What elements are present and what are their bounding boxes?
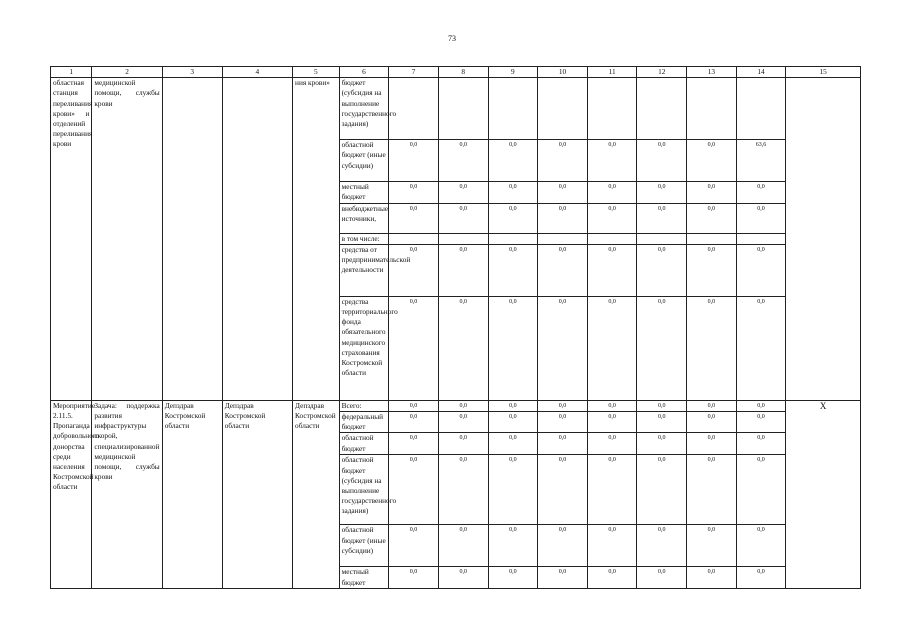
value-cell: [736, 233, 786, 244]
value-cell: 0,0: [488, 400, 538, 411]
value-cell: 0,0: [736, 203, 786, 233]
page-number: 73: [448, 34, 456, 43]
value-cell: 0,0: [587, 412, 637, 433]
value-cell: 0,0: [637, 400, 687, 411]
cell-col-4: Депздрав Костромской области: [222, 400, 292, 588]
value-cell: 0,0: [488, 140, 538, 182]
value-cell: 0,0: [389, 567, 439, 588]
value-cell: 0,0: [637, 182, 687, 203]
column-header: 8: [438, 67, 488, 78]
value-cell: 0,0: [587, 525, 637, 567]
value-cell: 0,0: [389, 182, 439, 203]
value-cell: 0,0: [736, 455, 786, 525]
column-header: 10: [538, 67, 588, 78]
column-header: 13: [687, 67, 737, 78]
value-cell: 0,0: [736, 412, 786, 433]
column-header: 14: [736, 67, 786, 78]
value-cell: 0,0: [637, 140, 687, 182]
value-cell: 0,0: [389, 525, 439, 567]
table-row: [51, 400, 861, 411]
cell-col-5: ния крови»: [293, 78, 340, 401]
value-cell: 0,0: [587, 244, 637, 296]
funding-source-cell: областной бюджет: [339, 433, 389, 455]
value-cell: 0,0: [587, 182, 637, 203]
value-cell: 0,0: [587, 140, 637, 182]
value-cell: 0,0: [637, 203, 687, 233]
value-cell: 0,0: [736, 525, 786, 567]
value-cell: 0,0: [687, 244, 737, 296]
column-header: 5: [293, 67, 340, 78]
funding-source-cell: областной бюджет (иные субсидии): [339, 525, 389, 567]
value-cell: 0,0: [687, 455, 737, 525]
funding-source-cell: местный бюджет: [339, 567, 389, 588]
value-cell: 0,0: [488, 203, 538, 233]
value-cell: 0,0: [389, 140, 439, 182]
value-cell: 0,0: [637, 525, 687, 567]
value-cell: 0,0: [438, 433, 488, 455]
value-cell: 0,0: [637, 296, 687, 400]
value-cell: 0,0: [587, 400, 637, 411]
value-cell: 0,0: [538, 412, 588, 433]
cell-col-15: [786, 78, 861, 401]
value-cell: [687, 78, 737, 140]
value-cell: 0,0: [438, 296, 488, 400]
value-cell: 0,0: [538, 455, 588, 525]
value-cell: 0,0: [488, 567, 538, 588]
value-cell: 0,0: [587, 203, 637, 233]
value-cell: 0,0: [587, 296, 637, 400]
value-cell: [637, 78, 687, 140]
value-cell: [637, 233, 687, 244]
value-cell: 0,0: [488, 244, 538, 296]
value-cell: 0,0: [687, 525, 737, 567]
value-cell: [488, 78, 538, 140]
value-cell: [736, 78, 786, 140]
value-cell: 0,0: [587, 433, 637, 455]
value-cell: 0,0: [538, 244, 588, 296]
column-header: 2: [92, 67, 162, 78]
value-cell: 0,0: [687, 400, 737, 411]
value-cell: [587, 233, 637, 244]
value-cell: 0,0: [389, 400, 439, 411]
value-cell: 0,0: [389, 455, 439, 525]
cell-col-5: Депздрав Костромской области: [293, 400, 340, 588]
cell-col-15: X: [786, 400, 861, 588]
cell-col-2: Задача: поддержка развития инфраструктуры скорой, специализированной медицинской помощи, службы крови: [92, 400, 162, 588]
value-cell: 0,0: [736, 433, 786, 455]
value-cell: 0,0: [538, 140, 588, 182]
value-cell: [438, 233, 488, 244]
value-cell: 0,0: [488, 525, 538, 567]
value-cell: 0,0: [538, 525, 588, 567]
value-cell: 0,0: [587, 455, 637, 525]
value-cell: [587, 78, 637, 140]
value-cell: 0,0: [389, 296, 439, 400]
value-cell: 0,0: [687, 412, 737, 433]
funding-source-cell: федеральный бюджет: [339, 412, 389, 433]
value-cell: 63,6: [736, 140, 786, 182]
value-cell: 0,0: [389, 412, 439, 433]
value-cell: 0,0: [538, 567, 588, 588]
value-cell: 0,0: [687, 433, 737, 455]
value-cell: 0,0: [687, 140, 737, 182]
header-row: [51, 67, 861, 78]
column-header: 1: [51, 67, 92, 78]
value-cell: 0,0: [637, 412, 687, 433]
column-header: 11: [587, 67, 637, 78]
value-cell: 0,0: [637, 244, 687, 296]
column-header: 9: [488, 67, 538, 78]
column-header: 15: [786, 67, 861, 78]
value-cell: 0,0: [637, 455, 687, 525]
value-cell: 0,0: [736, 296, 786, 400]
value-cell: 0,0: [389, 203, 439, 233]
value-cell: 0,0: [736, 182, 786, 203]
table-row: [51, 78, 861, 140]
value-cell: 0,0: [488, 182, 538, 203]
value-cell: 0,0: [438, 412, 488, 433]
value-cell: 0,0: [736, 400, 786, 411]
cell-col-4: [222, 78, 292, 401]
cell-col-1: областная станция переливания крови» и отделений переливания крови: [51, 78, 92, 401]
funding-source-cell: внебюджетные источники,: [339, 203, 389, 233]
funding-source-cell: в том числе:: [339, 233, 389, 244]
value-cell: 0,0: [438, 203, 488, 233]
cell-col-3: [162, 78, 222, 401]
funding-source-cell: местный бюджет: [339, 182, 389, 203]
value-cell: 0,0: [488, 455, 538, 525]
funding-table: [50, 66, 861, 589]
value-cell: 0,0: [438, 140, 488, 182]
value-cell: 0,0: [488, 433, 538, 455]
value-cell: 0,0: [538, 203, 588, 233]
value-cell: 0,0: [538, 433, 588, 455]
value-cell: 0,0: [438, 182, 488, 203]
value-cell: 0,0: [587, 567, 637, 588]
value-cell: [389, 233, 439, 244]
value-cell: 0,0: [438, 244, 488, 296]
value-cell: [538, 233, 588, 244]
value-cell: 0,0: [736, 567, 786, 588]
value-cell: 0,0: [438, 455, 488, 525]
value-cell: 0,0: [389, 244, 439, 296]
value-cell: 0,0: [538, 182, 588, 203]
value-cell: [538, 78, 588, 140]
value-cell: 0,0: [687, 567, 737, 588]
value-cell: [687, 233, 737, 244]
value-cell: 0,0: [687, 296, 737, 400]
funding-source-cell: средства от предпринимательской деятельности: [339, 244, 389, 296]
value-cell: 0,0: [637, 567, 687, 588]
value-cell: 0,0: [736, 244, 786, 296]
value-cell: 0,0: [488, 412, 538, 433]
cell-col-2: медицинской помощи, службы крови: [92, 78, 162, 401]
column-header: 7: [389, 67, 439, 78]
cell-col-1: Мероприятие 2.11.5. Пропаганда добровольного донорства среди населения Костромской области: [51, 400, 92, 588]
column-header: 4: [222, 67, 292, 78]
value-cell: [488, 233, 538, 244]
cell-col-3: Депздрав Костромской области: [162, 400, 222, 588]
column-header: 12: [637, 67, 687, 78]
value-cell: 0,0: [488, 296, 538, 400]
value-cell: 0,0: [637, 433, 687, 455]
value-cell: [389, 78, 439, 140]
value-cell: 0,0: [438, 400, 488, 411]
funding-source-cell: бюджет (субсидия на выполнение государственного задания): [339, 78, 389, 140]
column-header: 6: [339, 67, 389, 78]
funding-source-cell: Всего:: [339, 400, 389, 411]
funding-source-cell: областной бюджет (иные субсидии): [339, 140, 389, 182]
value-cell: 0,0: [538, 400, 588, 411]
value-cell: 0,0: [438, 525, 488, 567]
value-cell: 0,0: [687, 182, 737, 203]
value-cell: 0,0: [687, 203, 737, 233]
value-cell: 0,0: [538, 296, 588, 400]
value-cell: [438, 78, 488, 140]
column-header: 3: [162, 67, 222, 78]
value-cell: 0,0: [438, 567, 488, 588]
funding-source-cell: областной бюджет (субсидия на выполнение государственного задания): [339, 455, 389, 525]
value-cell: 0,0: [389, 433, 439, 455]
funding-source-cell: средства территориального фонда обязательного медицинского страхования Костромской области: [339, 296, 389, 400]
